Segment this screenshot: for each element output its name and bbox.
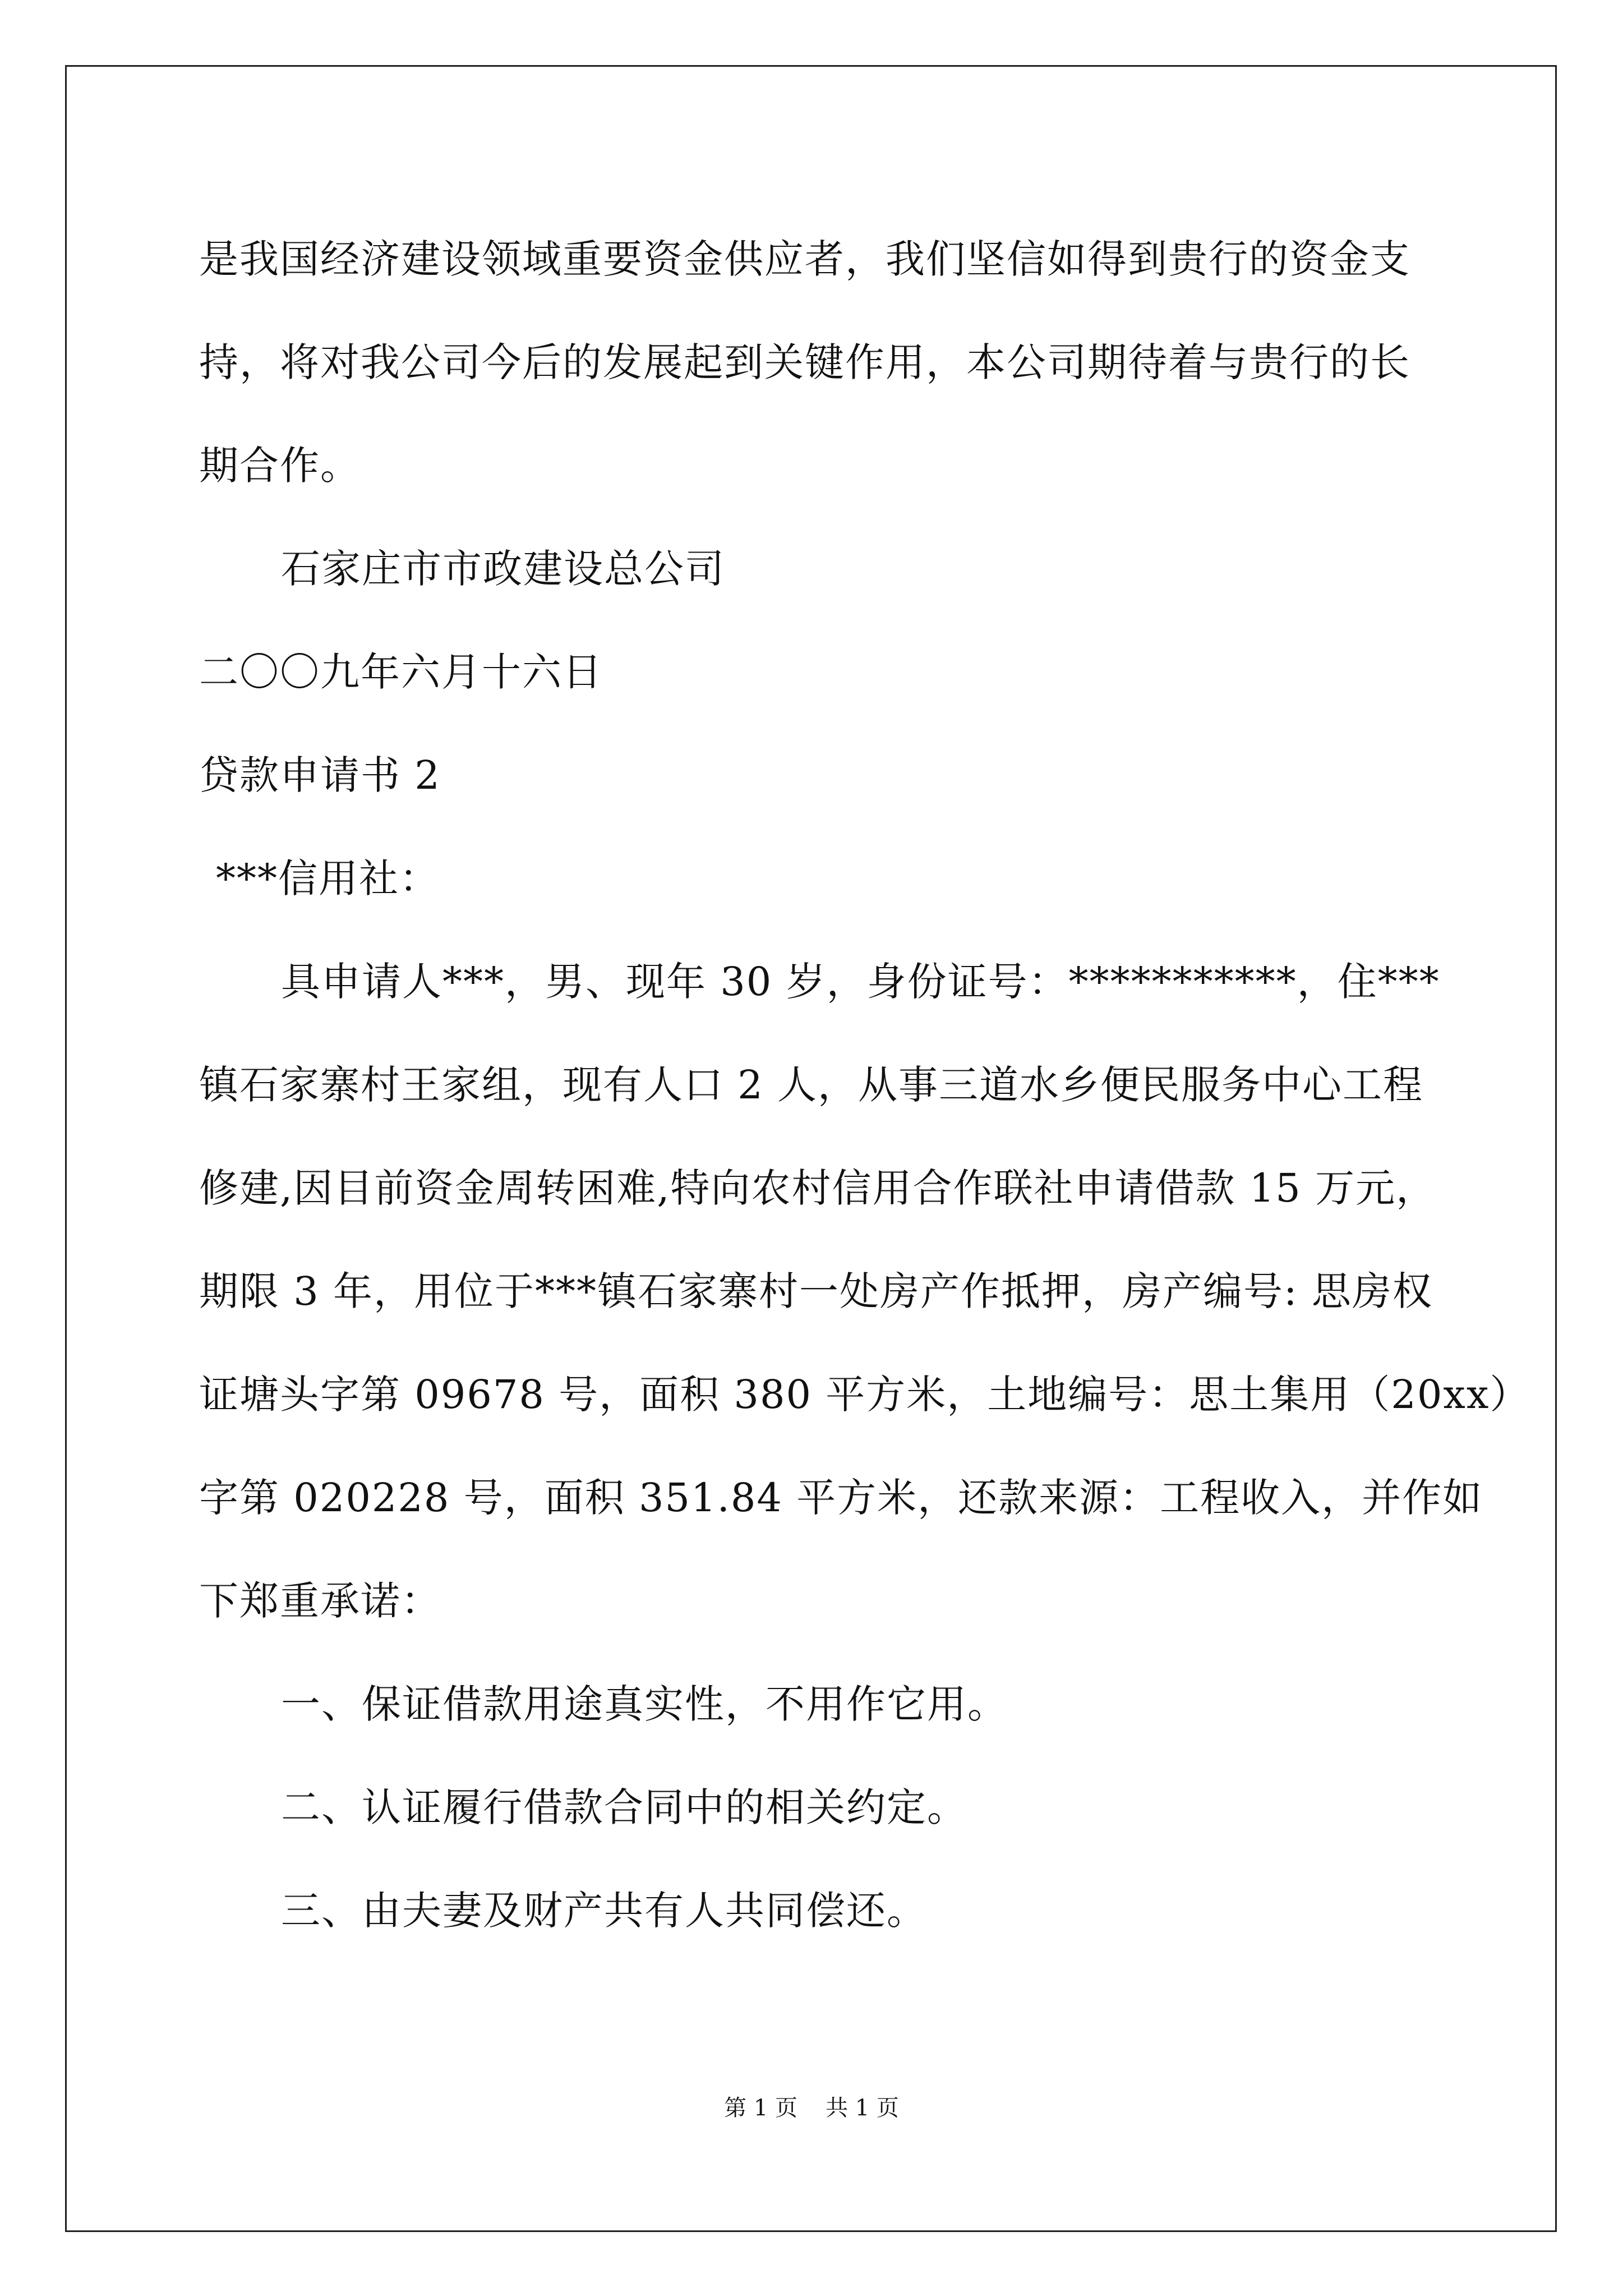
page-total: 共 1 页 [826, 2095, 899, 2121]
page-footer [0, 2094, 1623, 2122]
commitment-item: 三、由夫妻及财产共有人共同偿还。 [281, 1888, 927, 1934]
commitment-item: 一、保证借款用途真实性，不用作它用。 [281, 1681, 1008, 1727]
document-body [199, 208, 1530, 1962]
body-line: 下郑重承诺： [199, 1578, 441, 1624]
body-line: 镇石家寨村王家组，现有人口 2 人，从事三道水乡便民服务中心工程 [199, 1062, 1424, 1108]
salutation: ***信用社： [216, 855, 440, 901]
signature-company: 石家庄市市政建设总公司 [281, 546, 725, 592]
body-line: 修建,因目前资金周转困难,特向农村信用合作联社申请借款 15 万元， [199, 1165, 1437, 1211]
body-line: 证塘头字第 09678 号，面积 380 平方米，土地编号：思土集用（20xx） [199, 1372, 1530, 1418]
signature-date: 二〇〇九年六月十六日 [199, 649, 603, 695]
commitment-item: 二、认证履行借款合同中的相关约定。 [281, 1784, 967, 1830]
body-line: 持，将对我公司今后的发展起到关键作用，本公司期待着与贵行的长 [199, 339, 1410, 385]
page-number: 第 1 页 [724, 2095, 797, 2121]
body-line: 是我国经济建设领域重要资金供应者，我们坚信如得到贵行的资金支 [199, 236, 1410, 282]
body-line: 具申请人***，男、现年 30 岁，身份证号：***********，住*** [281, 959, 1440, 1005]
body-line: 期合作。 [199, 443, 361, 489]
body-line: 期限 3 年，用位于***镇石家寨村一处房产作抵押，房产编号: 思房权 [199, 1268, 1433, 1314]
body-line: 字第 020228 号，面积 351.84 平方米，还款来源：工程收入，并作如 [199, 1475, 1483, 1521]
section-heading: 贷款申请书 2 [199, 752, 441, 798]
